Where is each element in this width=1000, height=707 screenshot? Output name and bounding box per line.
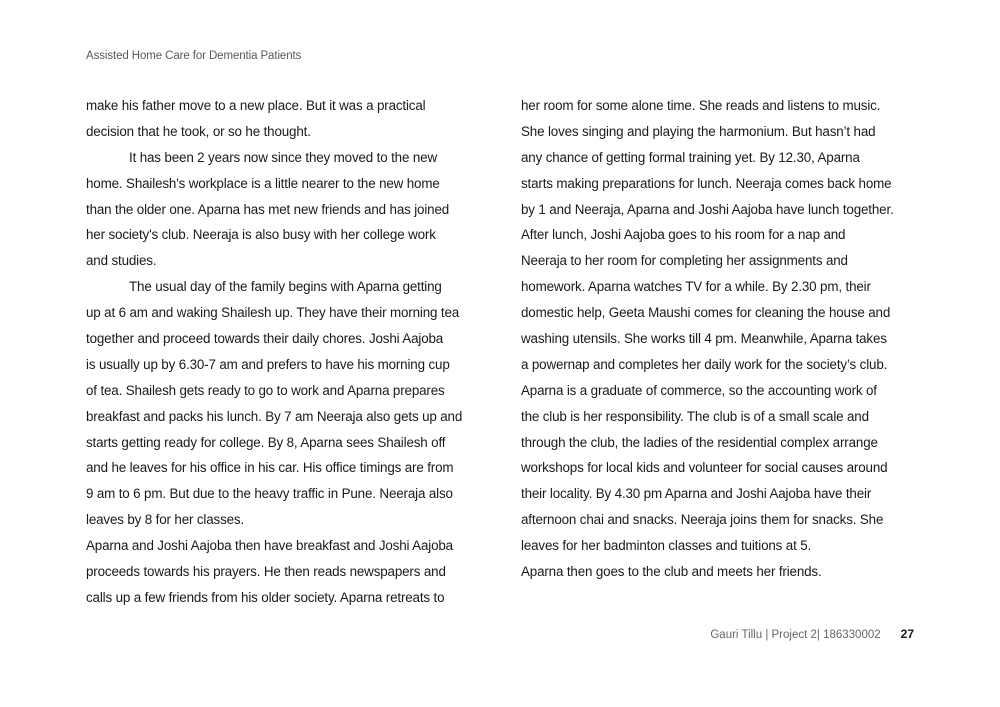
text-line: calls up a few friends from his older society. Aparna retreats to [86,589,445,605]
text-line: by 1 and Neeraja, Aparna and Joshi Aajoba have lunch together. [521,201,894,217]
text-line: and he leaves for his office in his car. His office timings are from [86,460,454,476]
text-line: proceeds towards his prayers. He then reads newspapers and [86,564,446,580]
text-line: and studies. [86,253,157,269]
text-line: afternoon chai and snacks. Neeraja joins them for snacks. She [521,512,884,528]
text-line: After lunch, Joshi Aajoba goes to his room for a nap and [521,227,846,243]
text-line: She loves singing and playing the harmonium. But hasn’t had [521,123,876,139]
text-line: The usual day of the family begins with Aparna getting [129,279,442,295]
text-line: the club is her responsibility. The club is of a small scale and [521,408,869,424]
text-line: any chance of getting formal training yet. By 12.30, Aparna [521,149,860,165]
text-line: make his father move to a new place. But it was a practical [86,98,426,113]
text-line: a powernap and completes her daily work for the society’s club. [521,356,888,372]
text-line: workshops for local kids and volunteer for social causes around [521,460,888,476]
text-line: their locality. By 4.30 pm Aparna and Joshi Aajoba have their [521,486,872,502]
text-line: Aparna is a graduate of commerce, so the accounting work of [521,382,877,398]
text-line: homework. Aparna watches TV for a while. By 2.30 pm, their [521,279,871,295]
text-line: up at 6 am and waking Shailesh up. They have their morning tea [86,305,460,321]
text-line: 9 am to 6 pm. But due to the heavy traffic in Pune. Neeraja also [86,486,453,502]
text-line: home. Shailesh's workplace is a little nearer to the new home [86,175,440,191]
text-line: leaves for her badminton classes and tuitions at 5. [521,538,812,554]
text-line: starts making preparations for lunch. Neeraja comes back home [521,175,892,191]
footer-author-info: Gauri Tillu | Project 2| 186330002 [710,629,881,641]
text-line: of tea. Shailesh gets ready to go to work and Aparna prepares [86,382,445,398]
text-line: leaves by 8 for her classes. [86,512,245,528]
text-line: decision that he took, or so he thought. [86,123,311,139]
body-column-right [521,93,921,585]
body-column-left [86,93,486,611]
text-line: is usually up by 6.30-7 am and prefers to have his morning cup [86,356,450,372]
page-footer [710,627,914,641]
text-line: than the older one. Aparna has met new friends and has joined [86,201,450,217]
page-number: 27 [900,627,914,641]
text-line: Aparna and Joshi Aajoba then have breakfast and Joshi Aajoba [86,538,453,554]
text-line: together and proceed towards their daily chores. Joshi Aajoba [86,331,444,347]
text-line: domestic help, Geeta Maushi comes for cleaning the house and [521,305,891,321]
text-line: through the club, the ladies of the residential complex arrange [521,434,878,450]
text-line: breakfast and packs his lunch. By 7 am Neeraja also gets up and [86,408,463,424]
text-line: her room for some alone time. She reads and listens to music. [521,98,881,113]
text-line: starts getting ready for college. By 8, Aparna sees Shailesh off [86,434,446,450]
text-line: Neeraja to her room for completing her assignments and [521,253,848,269]
text-line: washing utensils. She works till 4 pm. Meanwhile, Aparna takes [521,331,887,347]
running-header: Assisted Home Care for Dementia Patients [86,50,302,62]
text-line: Aparna then goes to the club and meets her friends. [521,564,822,580]
text-line: her society's club. Neeraja is also busy with her college work [86,227,436,243]
text-line: It has been 2 years now since they moved to the new [129,149,437,165]
